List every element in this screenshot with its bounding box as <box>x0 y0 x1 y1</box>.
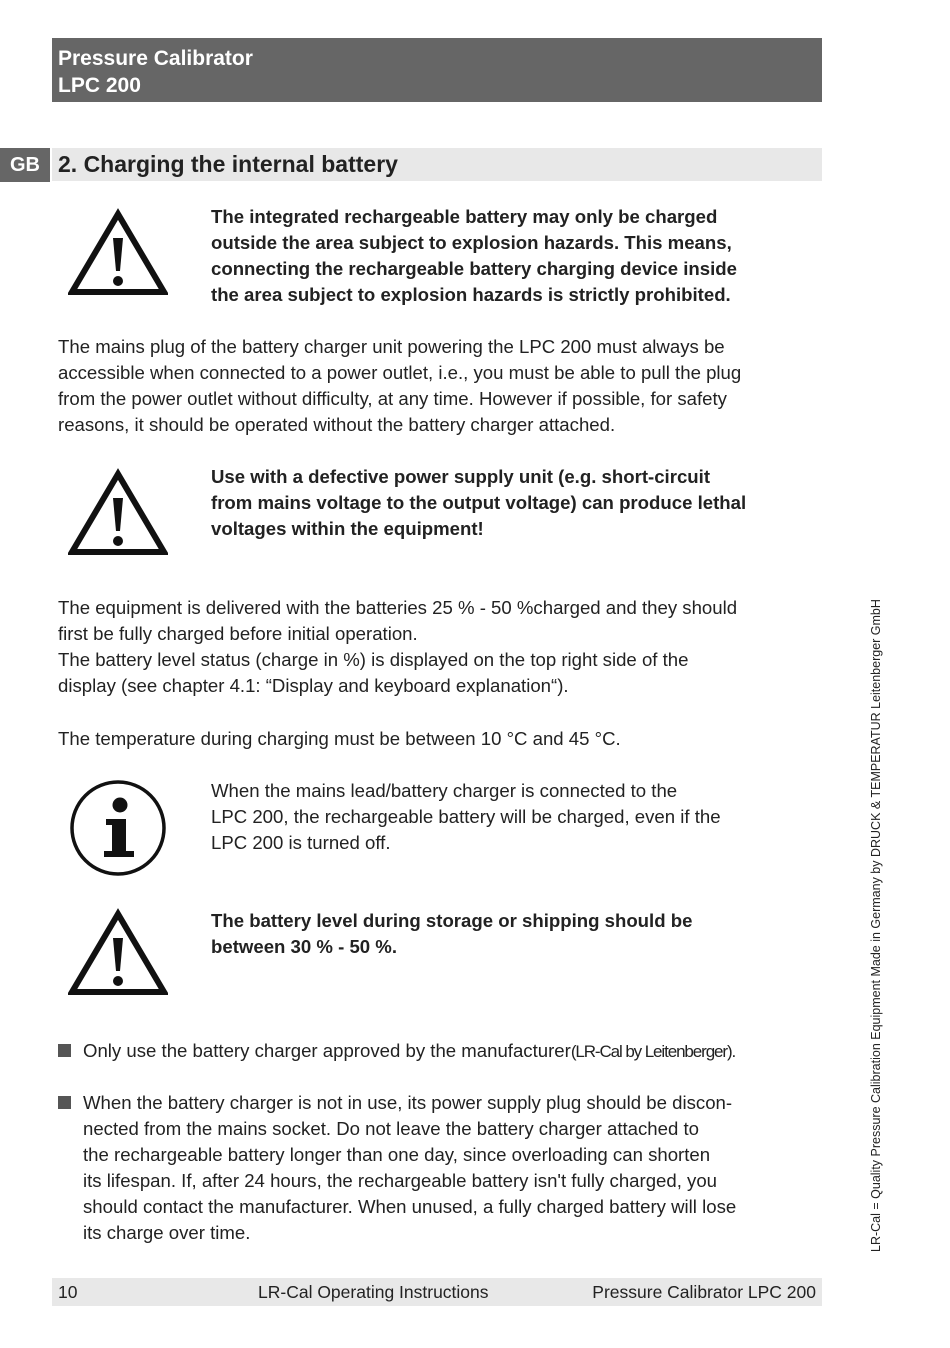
warning-triangle-icon <box>68 208 168 298</box>
bullet-disconnect-charger: When the battery charger is not in use, its power supply plug should be discon- nected from the mains socket. Do not leave the battery charger attached to the rechargeable battery longer than one day, since overloading can shorten its lifespan. If, after 24 hours, the rechargeable battery isn't fully charged, you should contact the manufacturer. When unused, a fully charged battery will lose its charge over time. <box>58 1090 818 1246</box>
page-number: 10 <box>58 1282 78 1302</box>
mains-plug-paragraph: The mains plug of the battery charger unit powering the LPC 200 must always be accessible when connected to a power outlet, i.e., you must be able to pull the plug from the power outlet without difficulty, at any time. However if possible, for safety reasons, it should be operated without the battery charger attached. <box>58 336 742 435</box>
temperature-paragraph: The temperature during charging must be between 10 °C and 45 °C. <box>58 728 621 749</box>
language-tab: GB <box>0 148 50 182</box>
side-company-text: LR-Cal = Quality Pressure Calibration Equipment Made in Germany by DRUCK & TEMPERATUR Leitenberger GmbH <box>869 599 883 1252</box>
footer-product-name: Pressure Calibrator LPC 200 <box>592 1282 816 1302</box>
warning-storage-text: The battery level during storage or shipping should be between 30 % - 50 %. <box>211 910 693 957</box>
warning-triangle-icon <box>68 908 168 998</box>
warning-explosion-text: The integrated rechargeable battery may only be charged outside the area subject to explosion hazards. This means, connecting the rechargeable battery charging device inside the area subject to explosion hazards is strictly prohibited. <box>211 206 737 305</box>
page-footer <box>52 1278 822 1306</box>
bullet-square-icon <box>58 1096 71 1109</box>
footer-doc-title: LR-Cal Operating Instructions <box>258 1282 489 1302</box>
bullet-square-icon <box>58 1044 71 1057</box>
warning-triangle-icon <box>68 468 168 558</box>
delivery-paragraph: The equipment is delivered with the batteries 25 % - 50 %charged and they should first be fully charged before initial operation. The battery level status (charge in %) is displayed on the top right side of the display (see chapter 4.1: “Display and keyboard explanation“). <box>58 597 738 696</box>
bullet-approved-charger: Only use the battery charger approved by the manufacturer(LR-Cal by Leitenberger). <box>58 1038 818 1065</box>
header-title: Pressure Calibrator <box>58 47 253 70</box>
header-model: LPC 200 <box>58 74 141 97</box>
info-icon <box>68 778 168 878</box>
section-title: 2. Charging the internal battery <box>52 148 822 181</box>
document-header <box>52 38 822 102</box>
warning-lethal-voltage-text: Use with a defective power supply unit (e.g. short-circuit from mains voltage to the output voltage) can produce lethal voltages within the equipment! <box>211 466 747 539</box>
info-note-text: When the mains lead/battery charger is connected to the LPC 200, the rechargeable battery will be charged, even if the LPC 200 is turned off. <box>211 780 721 853</box>
